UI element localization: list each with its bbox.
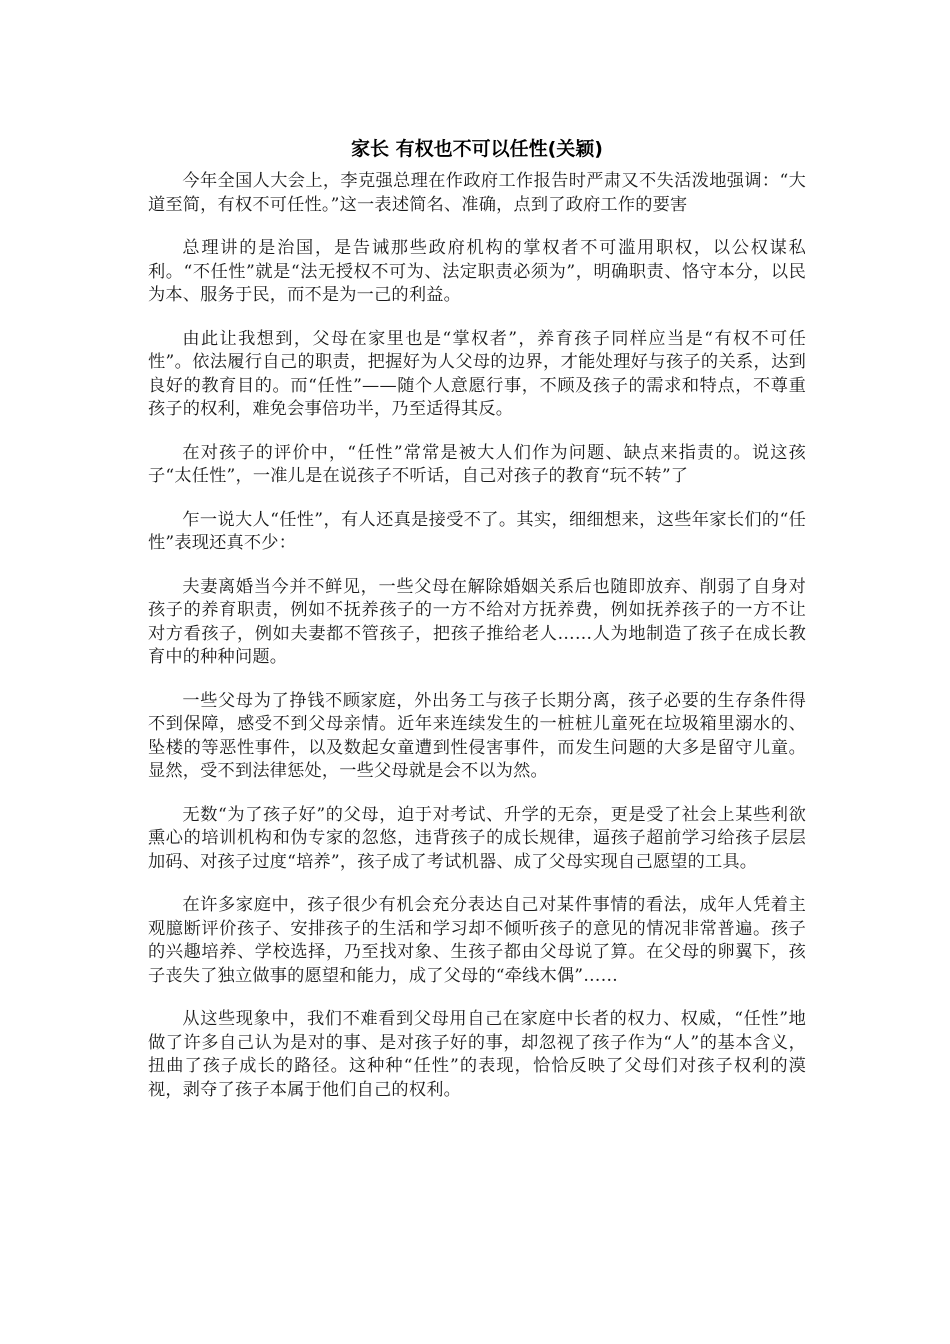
paragraph-5: 乍一说大人“任性”，有人还真是接受不了。其实，细细想来，这些年家长们的“任性”表现还真不少： xyxy=(148,509,806,553)
paragraph-7: 一些父母为了挣钱不顾家庭，外出务工与孩子长期分离，孩子必要的生存条件得不到保障，感受不到父母亲情。近年来连续发生的一桩桩儿童死在垃圾箱里溺水的、坠楼的等恶性事件，以及数起女童遭到性侵害事件，而发生问题的大多是留守儿童。显然，受不到法律惩处，一些父母就是会不以为然。 xyxy=(148,690,806,781)
document-body xyxy=(148,136,806,1122)
paragraph-6: 夫妻离婚当今并不鲜见，一些父母在解除婚姻关系后也随即放弃、削弱了自身对孩子的养育职责，例如不抚养孩子的一方不给对方抚养费，例如抚养孩子的一方不让对方看孩子，例如夫妻都不管孩子，把孩子推给老人……人为地制造了孩子在成长教育中的种种问题。 xyxy=(148,576,806,667)
paragraph-1: 今年全国人大会上，李克强总理在作政府工作报告时严肃又不失活泼地强调：“大道至简，有权不可任性。”这一表述简名、准确，点到了政府工作的要害 xyxy=(148,171,806,215)
paragraph-8: 无数“为了孩子好”的父母，迫于对考试、升学的无奈，更是受了社会上某些利欲熏心的培训机构和伪专家的忽悠，违背孩子的成长规律，逼孩子超前学习给孩子层层加码、对孩子过度“培养”，孩子成了考试机器、成了父母实现自己愿望的工具。 xyxy=(148,804,806,872)
paragraph-9: 在许多家庭中，孩子很少有机会充分表达自己对某件事情的看法，成年人凭着主观臆断评价孩子、安排孩子的生活和学习却不倾听孩子的意见的情况非常普遍。孩子的兴趣培养、学校选择，乃至找对象、生孩子都由父母说了算。在父母的卵翼下，孩子丧失了独立做事的愿望和能力，成了父母的“牵线木偶”…… xyxy=(148,895,806,986)
paragraph-2: 总理讲的是治国，是告诫那些政府机构的掌权者不可滥用职权，以公权谋私利。“不任性”就是“法无授权不可为、法定职责必须为”，明确职责、恪守本分，以民为本、服务于民，而不是为一己的利益。 xyxy=(148,238,806,305)
document-title: 家长 有权也不可以任性(关颖) xyxy=(351,138,603,160)
paragraph-3: 由此让我想到，父母在家里也是“掌权者”，养育孩子同样应当是“有权不可任性”。依法履行自己的职责，把握好为人父母的边界，才能处理好与孩子的关系，达到良好的教育目的。而“任性”——随个人意愿行事，不顾及孩子的需求和特点，不尊重孩子的权利，难免会事倍功半，乃至适得其反。 xyxy=(148,328,806,419)
paragraph-10: 从这些现象中，我们不难看到父母用自己在家庭中长者的权力、权威，“任性”地做了许多自己认为是对的事、是对孩子好的事，却忽视了孩子作为“人”的基本含义，扭曲了孩子成长的路径。这种种“任性”的表现，恰恰反映了父母们对孩子权利的漠视，剥夺了孩子本属于他们自己的权利。 xyxy=(148,1009,806,1100)
paragraph-4: 在对孩子的评价中，“任性”常常是被大人们作为问题、缺点来指责的。说这孩子“太任性”，一准儿是在说孩子不听话，自己对孩子的教育“玩不转”了 xyxy=(148,442,806,486)
